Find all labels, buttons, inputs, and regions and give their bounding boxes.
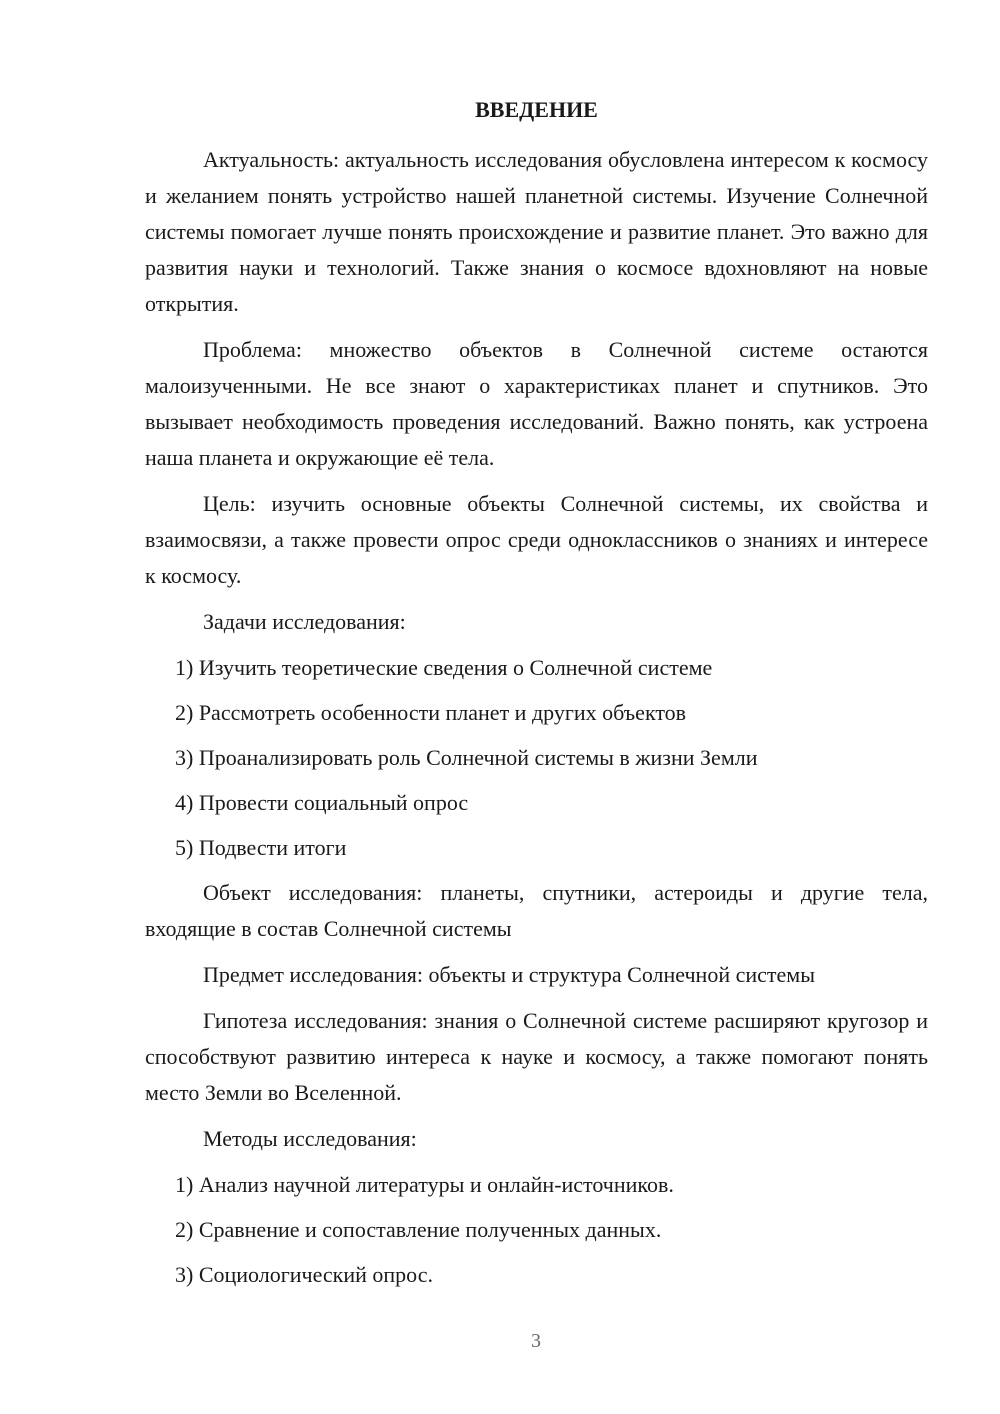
list-item: 4) Провести социальный опрос	[175, 790, 469, 815]
document-page	[145, 92, 928, 1302]
list-item: 3) Проанализировать роль Солнечной системы в жизни Земли	[175, 745, 758, 770]
list-item: 2) Сравнение и сопоставление полученных данных.	[175, 1217, 662, 1242]
list-item: 5) Подвести итоги	[175, 835, 347, 860]
list-item: 1) Анализ научной литературы и онлайн-источников.	[175, 1172, 674, 1197]
methods-heading: Методы исследования:	[203, 1126, 417, 1151]
page-number: 3	[531, 1330, 541, 1352]
list-item: 1) Изучить теоретические сведения о Солнечной системе	[175, 655, 713, 680]
tasks-heading: Задачи исследования:	[203, 609, 406, 634]
problem-paragraph: Проблема: множество объектов в Солнечной системе остаются малоизученными. Не все знают о характеристиках планет и спутников. Это вызывает необходимость проведения исследований. Важно понять, как устроена наша планета и окружающие её тела.	[145, 337, 928, 470]
hypothesis-paragraph: Гипотеза исследования: знания о Солнечной системе расширяют кругозор и способствуют развитию интереса к науке и космосу, а также помогают понять место Земли во Вселенной.	[145, 1008, 928, 1105]
relevance-paragraph: Актуальность: актуальность исследования обусловлена интересом к космосу и желанием понять устройство нашей планетной системы. Изучение Солнечной системы помогает лучше понять происхождение и развитие планет. Это важно для развития науки и технологий. Также знания о космосе вдохновляют на новые открытия.	[145, 147, 928, 316]
methods-list	[145, 1167, 928, 1293]
tasks-list	[145, 650, 928, 866]
list-item: 2) Рассмотреть особенности планет и других объектов	[175, 700, 687, 725]
page-title: ВВЕДЕНИЕ	[475, 97, 598, 122]
list-item: 3) Социологический опрос.	[175, 1262, 433, 1287]
object-paragraph: Объект исследования: планеты, спутники, астероиды и другие тела, входящие в состав Солнечной системы	[145, 880, 928, 941]
subject-paragraph: Предмет исследования: объекты и структура Солнечной системы	[203, 962, 815, 987]
goal-paragraph: Цель: изучить основные объекты Солнечной системы, их свойства и взаимосвязи, а также провести опрос среди одноклассников о знаниях и интересе к космосу.	[145, 491, 928, 588]
